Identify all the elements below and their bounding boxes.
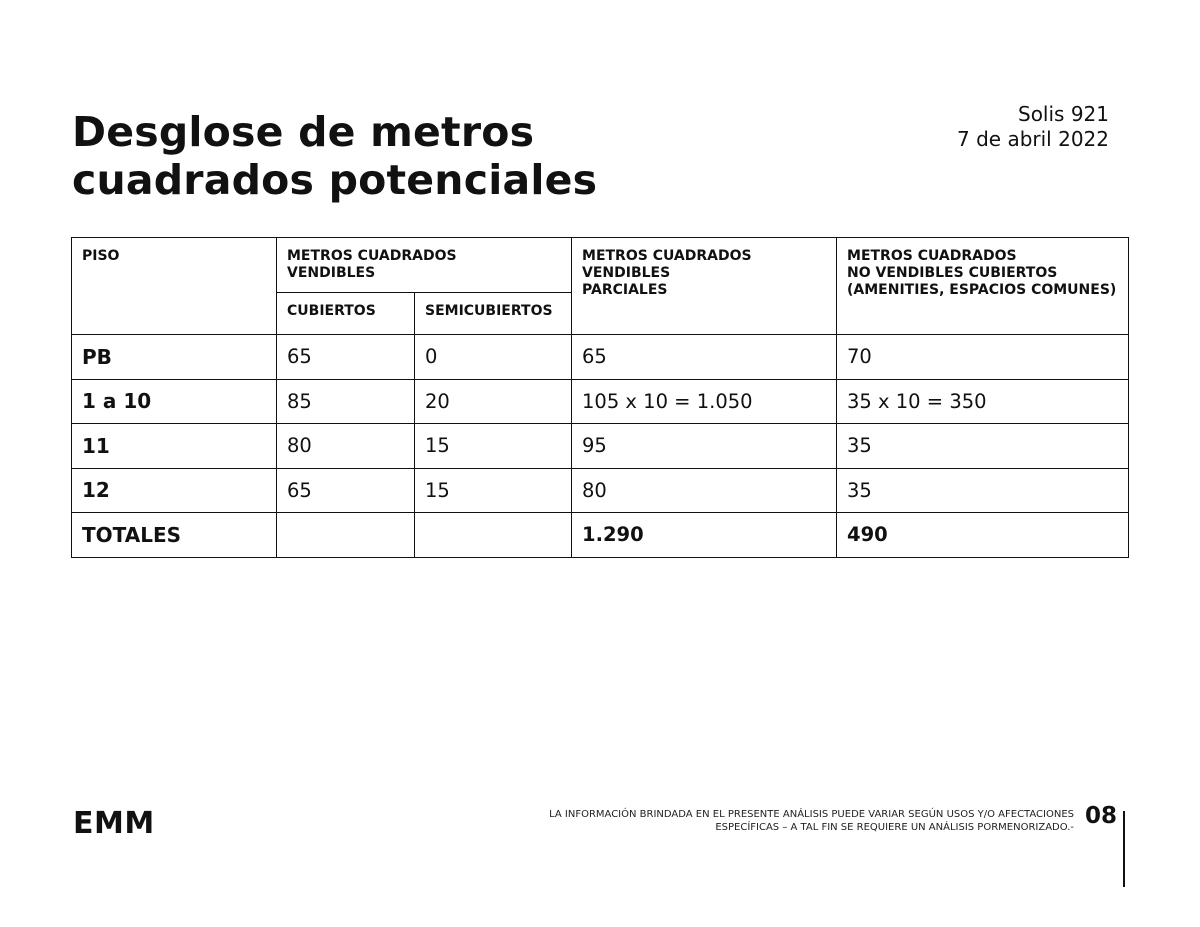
cell-cubiertos: 65 bbox=[277, 468, 415, 513]
table-row bbox=[72, 468, 1129, 513]
column-header-parciales: METROS CUADRADOS VENDIBLES PARCIALES bbox=[572, 238, 837, 335]
footer-divider bbox=[1123, 811, 1125, 887]
cell-piso: PB bbox=[72, 335, 277, 380]
cell-totals-label: TOTALES bbox=[72, 513, 277, 558]
cell-no-vendibles: 35 bbox=[837, 424, 1129, 469]
cell-cubiertos: 85 bbox=[277, 379, 415, 424]
cell-no-vendibles: 35 bbox=[837, 468, 1129, 513]
table-row bbox=[72, 335, 1129, 380]
cell-semicubiertos: 20 bbox=[415, 379, 572, 424]
column-header-no-vendibles: METROS CUADRADOS NO VENDIBLES CUBIERTOS (AMENITIES, ESPACIOS COMUNES) bbox=[837, 238, 1129, 335]
cell-parciales: 105 x 10 = 1.050 bbox=[572, 379, 837, 424]
cell-semicubiertos: 0 bbox=[415, 335, 572, 380]
cell-semicubiertos: 15 bbox=[415, 468, 572, 513]
column-header-semicubiertos: SEMICUBIERTOS bbox=[415, 293, 572, 335]
totals-row bbox=[72, 513, 1129, 558]
document-date: 7 de abril 2022 bbox=[957, 127, 1109, 151]
cell-piso: 11 bbox=[72, 424, 277, 469]
cell-piso: 1 a 10 bbox=[72, 379, 277, 424]
cell-parciales: 95 bbox=[572, 424, 837, 469]
page-number: 08 bbox=[1085, 803, 1118, 829]
cell-parciales: 80 bbox=[572, 468, 837, 513]
disclaimer-line: ESPECÍFICAS – A TAL FIN SE REQUIERE UN ANÁLISIS PORMENORIZADO.- bbox=[715, 821, 1074, 833]
square-meters-table bbox=[71, 237, 1129, 558]
cell-no-vendibles: 70 bbox=[837, 335, 1129, 380]
table-header-row bbox=[72, 238, 1129, 293]
cell-semicubiertos bbox=[415, 513, 572, 558]
company-logo bbox=[73, 806, 155, 841]
cell-cubiertos: 65 bbox=[277, 335, 415, 380]
cell-total-parciales: 1.290 bbox=[572, 513, 837, 558]
cell-total-no-vendibles: 490 bbox=[837, 513, 1129, 558]
cell-parciales: 65 bbox=[572, 335, 837, 380]
cell-cubiertos: 80 bbox=[277, 424, 415, 469]
cell-no-vendibles: 35 x 10 = 350 bbox=[837, 379, 1129, 424]
table-row bbox=[72, 424, 1129, 469]
document-meta bbox=[957, 102, 1109, 152]
column-header-piso: PISO bbox=[72, 238, 277, 335]
logo-text: EMM bbox=[73, 806, 155, 841]
disclaimer-line: LA INFORMACIÓN BRINDADA EN EL PRESENTE ANÁLISIS PUEDE VARIAR SEGÚN USOS Y/O AFECTACIONES bbox=[549, 809, 1074, 820]
cell-piso: 12 bbox=[72, 468, 277, 513]
cell-semicubiertos: 15 bbox=[415, 424, 572, 469]
page-title bbox=[72, 108, 672, 204]
title-line: cuadrados potenciales bbox=[72, 156, 598, 204]
project-name: Solis 921 bbox=[1018, 102, 1109, 126]
column-header-vendibles: METROS CUADRADOS VENDIBLES bbox=[277, 238, 572, 293]
table-row bbox=[72, 379, 1129, 424]
column-header-cubiertos: CUBIERTOS bbox=[277, 293, 415, 335]
title-line: Desglose de metros bbox=[72, 108, 535, 156]
cell-cubiertos bbox=[277, 513, 415, 558]
footer-disclaimer bbox=[514, 809, 1074, 834]
